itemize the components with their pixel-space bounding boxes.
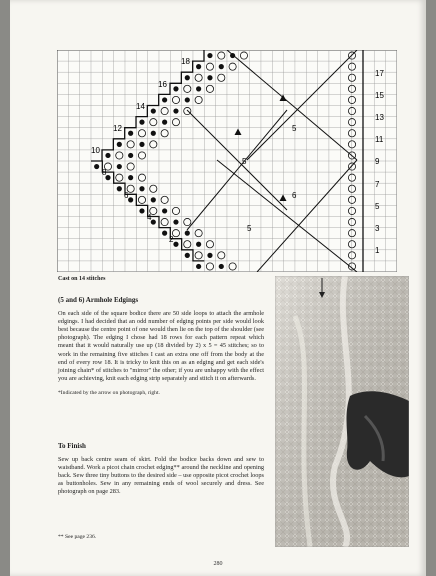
chart-row-number: 6 bbox=[124, 191, 129, 200]
chart-row-number: 18 bbox=[181, 57, 190, 66]
chart-row-number: 16 bbox=[158, 80, 167, 89]
chart-row-number: 8 bbox=[102, 168, 107, 177]
chart-right-number: 15 bbox=[375, 91, 384, 100]
chart-caption: Cast on 14 stitches bbox=[58, 276, 106, 282]
chart-row-number: 4 bbox=[147, 213, 152, 222]
section-body: On each side of the square bodice there are 50 side loops to attach the armhole edgings. I had decided that an odd number of edging points per side would look best because the centre point of one would then lie on the top of the shoulder (see photograph). The edging I chose had 18 rows for each pattern repeat which meant that it would naturally use up (18 divided by 2) x 5 = 45 stitches; so to work in the remaining five stitches I cast an extra one off from the body at the end of every row 18. It is tricky to knit this on as an edging and get each side's joining chain* of stitches to "mirror" the other; if you are unhappy with the effect you are achieving, knit each edging strip separately and stitch it on afterwards. bbox=[58, 310, 264, 382]
chart-row-number: 12 bbox=[113, 124, 122, 133]
chart-right-number: 5 bbox=[375, 202, 380, 211]
armhole-edgings-section bbox=[58, 296, 264, 397]
chart-inner-number: 6 bbox=[292, 191, 297, 200]
chart-right-number: 11 bbox=[375, 135, 384, 144]
chart-row-number: 2 bbox=[169, 235, 174, 244]
chart-row-number: 10 bbox=[91, 146, 100, 155]
chart-right-number: 13 bbox=[375, 113, 384, 122]
chart-right-number: 1 bbox=[375, 246, 380, 255]
page-footnote: ** See page 236. bbox=[58, 534, 97, 540]
chart-right-number: 7 bbox=[375, 180, 380, 189]
section-heading: (5 and 6) Armhole Edgings bbox=[58, 296, 139, 304]
chart-right-number: 9 bbox=[375, 157, 380, 166]
knitting-chart-grid bbox=[57, 50, 397, 272]
arrow-footnote: *Indicated by the arrow on photograph, right. bbox=[58, 389, 160, 396]
section-body: Sew up back centre seam of skirt. Fold the bodice backs down and sew to waistband. Work a picot chain crochet edging** around the neckline and opening back. Sew three tiny buttons to the desired side – use opposite picot crochet loops as buttonholes. Sew in any remaining ends of wool securely and dress. See photograph on page 283. bbox=[58, 456, 264, 496]
chart-right-number: 17 bbox=[375, 69, 384, 78]
chart-inner-number: 5 bbox=[292, 124, 297, 133]
chart-row-number: 14 bbox=[136, 102, 145, 111]
chart-inner-number: 5 bbox=[242, 157, 247, 166]
lace-photograph bbox=[275, 276, 409, 547]
chart-inner-number: 5 bbox=[247, 224, 252, 233]
chart-right-number: 3 bbox=[375, 224, 380, 233]
book-page bbox=[10, 0, 426, 576]
page-number: 280 bbox=[213, 561, 223, 567]
to-finish-section bbox=[58, 442, 264, 497]
knitting-chart bbox=[57, 50, 397, 272]
section-heading: To Finish bbox=[58, 442, 86, 450]
